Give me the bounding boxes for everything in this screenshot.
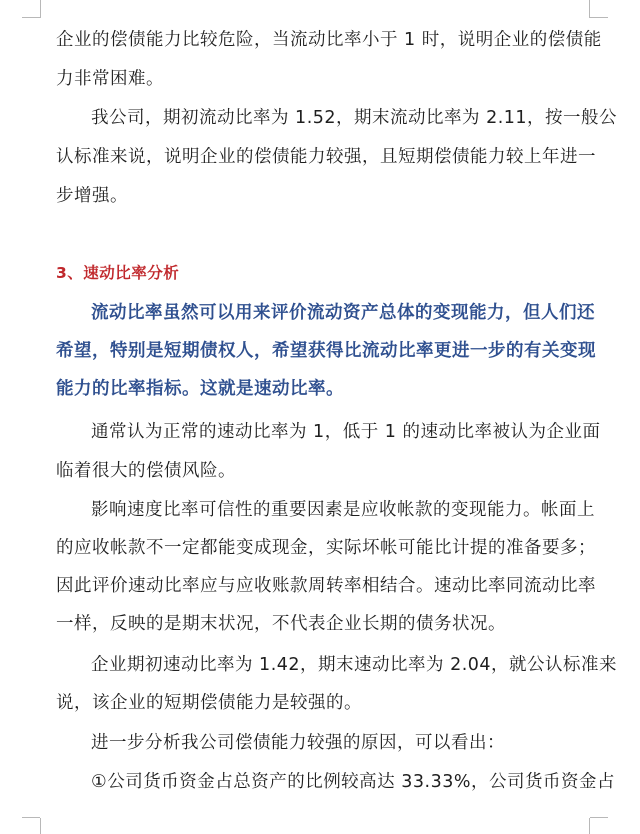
text-line: 流动比率虽然可以用来评价流动资产总体的变现能力，但人们还	[91, 303, 595, 323]
crop-mark-bottom-right-vertical	[589, 818, 590, 834]
text-line: 能力的比率指标。这就是速动比率。	[56, 379, 344, 399]
text-line: 影响速度比率可信性的重要因素是应收帐款的变现能力。帐面上	[91, 500, 595, 520]
crop-mark-top-right-horizontal	[590, 17, 608, 18]
text-line: 希望，特别是短期债权人，希望获得比流动比率更进一步的有关变现	[56, 341, 596, 361]
crop-mark-bottom-left-vertical	[40, 818, 41, 834]
heading-text: 3、速动比率分析	[56, 264, 180, 282]
crop-mark-bottom-right-horizontal	[590, 817, 608, 818]
text-line: 企业的偿债能力比较危险，当流动比率小于 1 时，说明企业的偿债能	[56, 30, 602, 50]
crop-mark-top-left-vertical	[40, 0, 41, 18]
text-line: 我公司，期初流动比率为 1.52，期末流动比率为 2.11，按一般公	[91, 108, 618, 128]
text-line: 一样，反映的是期末状况，不代表企业长期的债务状况。	[56, 614, 506, 634]
text-line: 力非常困难。	[56, 69, 164, 89]
text-line: 通常认为正常的速动比率为 1，低于 1 的速动比率被认为企业面	[91, 422, 601, 442]
text-line: 因此评价速动比率应与应收账款周转率相结合。速动比率同流动比率	[56, 576, 596, 596]
text-line: 的应收帐款不一定都能变成现金，实际坏帐可能比计提的准备要多；	[56, 538, 596, 558]
text-line: 说，该企业的短期偿债能力是较强的。	[56, 693, 362, 713]
text-line: 认标准来说，说明企业的偿债能力较强，且短期偿债能力较上年进一	[56, 147, 596, 167]
text-line: 企业期初速动比率为 1.42，期末速动比率为 2.04，就公认标准来	[91, 655, 618, 675]
text-line: ①公司货币资金占总资产的比例较高达 33.33%，公司货币资金占	[91, 772, 615, 792]
text-line: 进一步分析我公司偿债能力较强的原因，可以看出：	[91, 733, 505, 753]
text-line: 临着很大的偿债风险。	[56, 461, 236, 481]
crop-mark-top-right-vertical	[589, 0, 590, 18]
text-line: 步增强。	[56, 186, 128, 206]
crop-mark-bottom-left-horizontal	[22, 817, 40, 818]
crop-mark-top-left-horizontal	[22, 17, 40, 18]
